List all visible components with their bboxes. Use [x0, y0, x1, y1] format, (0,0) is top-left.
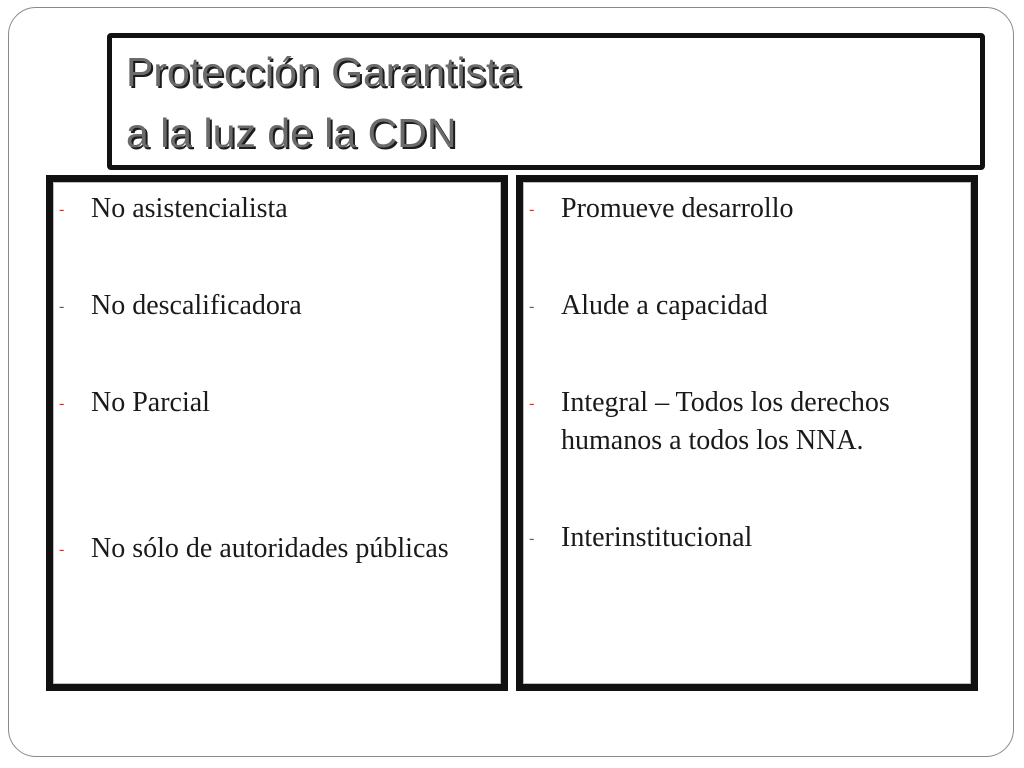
right-item-text-4: Interinstitucional: [561, 522, 753, 553]
left-list-item-1: [53, 190, 489, 228]
bullet-dash: -: [59, 395, 65, 412]
title-box: [107, 33, 985, 170]
title-line-2: a la luz de la CDN: [126, 110, 457, 156]
bullet-dash: -: [529, 530, 535, 547]
bullet-dash: -: [59, 298, 65, 315]
right-item-text-3: Integral – Todos los derechos humanos a todos los NNA.: [561, 387, 890, 456]
right-list-item-1: [523, 190, 959, 228]
left-item-text-3: No Parcial: [91, 387, 210, 418]
right-column-box: [516, 175, 978, 691]
left-list-item-4: [53, 530, 489, 568]
right-item-text-1: Promueve desarrollo: [561, 193, 794, 224]
left-column-box: [46, 175, 508, 691]
right-list-item-4: [523, 519, 959, 557]
title-line-1: Protección Garantista: [126, 49, 521, 95]
left-item-text-1: No asistencialista: [91, 193, 288, 224]
left-list-item-3: [53, 384, 489, 422]
left-item-text-2: No descalificadora: [91, 290, 302, 321]
left-list-item-2: [53, 287, 489, 325]
right-item-text-2: Alude a capacidad: [561, 290, 768, 321]
right-list-item-3: [523, 384, 959, 460]
bullet-dash: -: [59, 201, 65, 218]
bullet-dash: -: [59, 541, 65, 558]
bullet-dash: -: [529, 298, 535, 315]
right-list-item-2: [523, 287, 959, 325]
bullet-dash: -: [529, 201, 535, 218]
bullet-dash: -: [529, 395, 535, 412]
left-item-text-4: No sólo de autoridades públicas: [91, 533, 449, 564]
